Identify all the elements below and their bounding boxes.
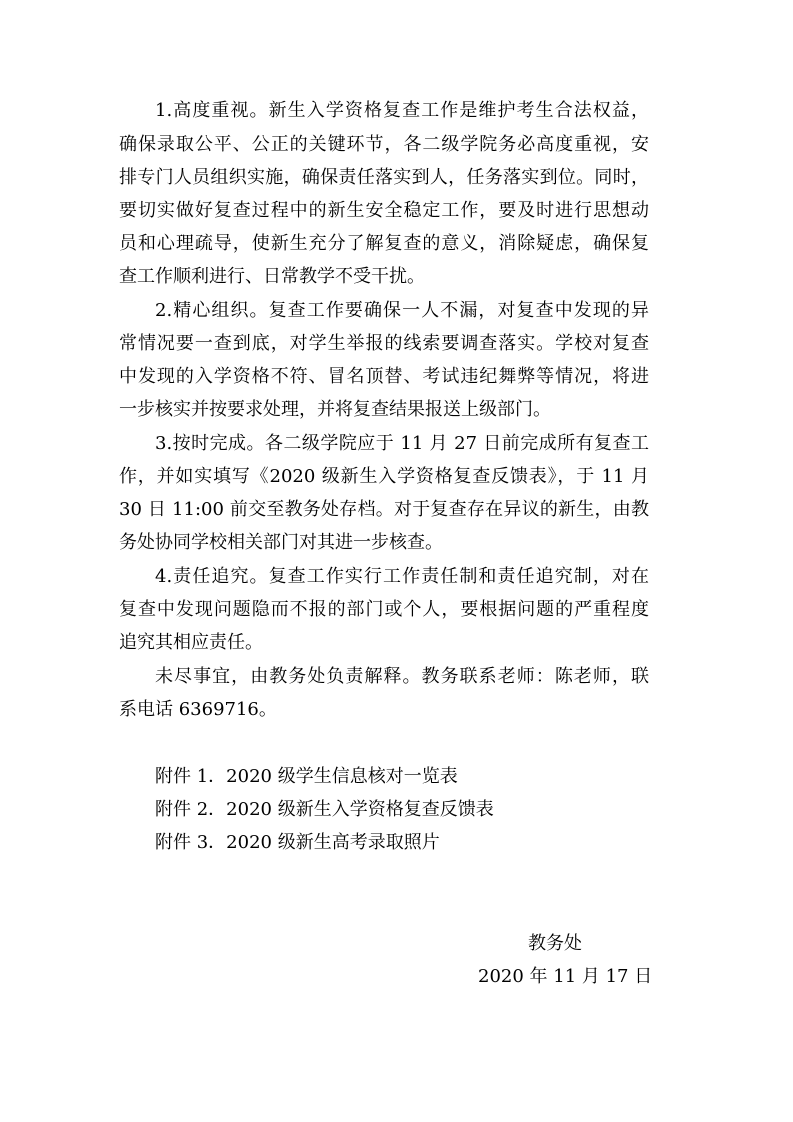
text-line: 1.高度重视。新生入学资格复查工作是维护考生合法权益， bbox=[155, 100, 649, 121]
attachment-item: 附件 3．2020 级新生高考录取照片 bbox=[155, 832, 440, 853]
issuing-office: 教务处 bbox=[528, 933, 582, 954]
text-line: 未尽事宜，由教务处负责解释。教务联系老师：陈老师，联 bbox=[155, 666, 649, 687]
text-line: 确保录取公平、公正的关键环节，各二级学院务必高度重视，安 bbox=[119, 134, 649, 155]
text-line: 要切实做好复查过程中的新生安全稳定工作，要及时进行思想动 bbox=[119, 200, 649, 221]
text-line: 中发现的入学资格不符、冒名顶替、考试违纪舞弊等情况，将进 bbox=[119, 366, 649, 387]
attachment-item: 附件 1．2020 级学生信息核对一览表 bbox=[155, 766, 458, 787]
text-line: 系电话 6369716。 bbox=[119, 699, 277, 720]
text-line: 3.按时完成。各二级学院应于 11 月 27 日前完成所有复查工 bbox=[155, 433, 649, 454]
text-line: 2.精心组织。复查工作要确保一人不漏，对复查中发现的异 bbox=[155, 300, 649, 321]
text-line: 排专门人员组织实施，确保责任落实到人，任务落实到位。同时， bbox=[119, 167, 649, 188]
text-line: 作，并如实填写《2020 级新生入学资格复查反馈表》，于 11 月 bbox=[119, 466, 649, 487]
text-line: 30 日 11:00 前交至教务处存档。对于复查存在异议的新生，由教 bbox=[119, 499, 649, 520]
issue-date: 2020 年 11 月 17 日 bbox=[478, 966, 653, 987]
text-line: 4.责任追究。复查工作实行工作责任制和责任追究制，对在 bbox=[155, 566, 649, 587]
text-line: 一步核实并按要求处理，并将复查结果报送上级部门。 bbox=[119, 399, 551, 420]
text-line: 查工作顺利进行、日常教学不受干扰。 bbox=[119, 266, 425, 287]
text-line: 员和心理疏导，使新生充分了解复查的意义，消除疑虑，确保复 bbox=[119, 233, 649, 254]
text-line: 务处协同学校相关部门对其进一步核查。 bbox=[119, 532, 443, 553]
text-line: 复查中发现问题隐而不报的部门或个人，要根据问题的严重程度 bbox=[119, 599, 649, 620]
attachment-item: 附件 2．2020 级新生入学资格复查反馈表 bbox=[155, 799, 494, 820]
text-line: 追究其相应责任。 bbox=[119, 632, 263, 653]
text-line: 常情况要一查到底，对学生举报的线索要调查落实。学校对复查 bbox=[119, 333, 649, 354]
